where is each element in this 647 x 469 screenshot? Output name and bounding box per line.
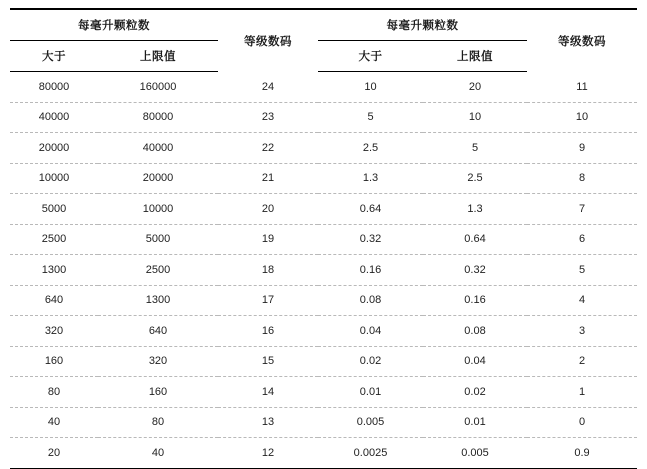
cell-grade-left: 22: [218, 133, 318, 164]
table-row: [10, 438, 637, 469]
cell-grade-right: 2: [527, 346, 637, 377]
cell-greater-left: 640: [10, 285, 98, 316]
cell-grade-right: 7: [527, 194, 637, 225]
cell-grade-right: 11: [527, 72, 637, 103]
cell-upper-right: 5: [423, 133, 527, 164]
cell-grade-left: 14: [218, 377, 318, 408]
cell-upper-right: 0.04: [423, 346, 527, 377]
cell-upper-left: 1300: [98, 285, 218, 316]
table-row: [10, 285, 637, 316]
cell-upper-right: 20: [423, 72, 527, 103]
cell-greater-left: 160: [10, 346, 98, 377]
cell-grade-right: 6: [527, 224, 637, 255]
cell-greater-left: 1300: [10, 255, 98, 286]
cell-upper-left: 40000: [98, 133, 218, 164]
cell-grade-right: 0.9: [527, 438, 637, 469]
cell-grade-left: 12: [218, 438, 318, 469]
cell-grade-left: 17: [218, 285, 318, 316]
cell-greater-right: 0.32: [318, 224, 423, 255]
cell-greater-left: 80000: [10, 72, 98, 103]
table-row: [10, 163, 637, 194]
table-row: [10, 255, 637, 286]
cell-grade-left: 24: [218, 72, 318, 103]
cell-grade-left: 19: [218, 224, 318, 255]
cell-upper-left: 80: [98, 407, 218, 438]
cell-greater-right: 0.0025: [318, 438, 423, 469]
cell-grade-right: 5: [527, 255, 637, 286]
table-row: [10, 224, 637, 255]
group-header-row: [10, 10, 637, 41]
cell-greater-left: 40000: [10, 102, 98, 133]
cell-greater-left: 10000: [10, 163, 98, 194]
cell-upper-right: 10: [423, 102, 527, 133]
cell-grade-left: 18: [218, 255, 318, 286]
cell-grade-right: 1: [527, 377, 637, 408]
cell-grade-left: 13: [218, 407, 318, 438]
cell-upper-right: 0.64: [423, 224, 527, 255]
cell-greater-right: 2.5: [318, 133, 423, 164]
cell-upper-right: 0.01: [423, 407, 527, 438]
sub-header-greater-than-right: 大于: [318, 41, 423, 72]
cell-upper-left: 160: [98, 377, 218, 408]
group-header-grade-right: 等级数码: [558, 35, 606, 48]
cell-greater-left: 40: [10, 407, 98, 438]
particle-count-grade-table: [10, 8, 637, 469]
table-row: [10, 316, 637, 347]
table-row: [10, 194, 637, 225]
cell-greater-right: 0.005: [318, 407, 423, 438]
cell-greater-left: 2500: [10, 224, 98, 255]
cell-greater-left: 20000: [10, 133, 98, 164]
cell-greater-right: 0.08: [318, 285, 423, 316]
group-header-particles-right: 每毫升颗粒数: [318, 10, 527, 41]
cell-upper-right: 0.02: [423, 377, 527, 408]
cell-upper-right: 1.3: [423, 194, 527, 225]
cell-upper-left: 5000: [98, 224, 218, 255]
cell-upper-left: 2500: [98, 255, 218, 286]
cell-grade-right: 10: [527, 102, 637, 133]
group-header-grade-left: 等级数码: [244, 35, 292, 48]
cell-greater-right: 0.04: [318, 316, 423, 347]
cell-grade-left: 21: [218, 163, 318, 194]
cell-greater-left: 5000: [10, 194, 98, 225]
cell-grade-right: 0: [527, 407, 637, 438]
cell-upper-left: 640: [98, 316, 218, 347]
cell-greater-left: 320: [10, 316, 98, 347]
cell-greater-right: 10: [318, 72, 423, 103]
cell-upper-left: 320: [98, 346, 218, 377]
cell-grade-right: 3: [527, 316, 637, 347]
cell-greater-right: 0.64: [318, 194, 423, 225]
sub-header-upper-limit-left: 上限值: [98, 41, 218, 72]
cell-upper-left: 20000: [98, 163, 218, 194]
group-header-particles-left: 每毫升颗粒数: [10, 10, 218, 41]
table-row: [10, 377, 637, 408]
sub-header-greater-than-left: 大于: [10, 41, 98, 72]
cell-upper-right: 0.32: [423, 255, 527, 286]
sub-header-upper-limit-right: 上限值: [423, 41, 527, 72]
cell-upper-left: 80000: [98, 102, 218, 133]
table-row: [10, 346, 637, 377]
cell-grade-right: 9: [527, 133, 637, 164]
cell-greater-right: 5: [318, 102, 423, 133]
table-row: [10, 72, 637, 103]
cell-upper-left: 40: [98, 438, 218, 469]
cell-grade-right: 8: [527, 163, 637, 194]
table-row: [10, 133, 637, 164]
cell-greater-left: 80: [10, 377, 98, 408]
cell-greater-right: 1.3: [318, 163, 423, 194]
cell-grade-right: 4: [527, 285, 637, 316]
cell-greater-right: 0.01: [318, 377, 423, 408]
table-row: [10, 102, 637, 133]
cell-upper-right: 0.005: [423, 438, 527, 469]
cell-greater-right: 0.02: [318, 346, 423, 377]
cell-upper-left: 10000: [98, 194, 218, 225]
cell-upper-left: 160000: [98, 72, 218, 103]
cell-upper-right: 0.08: [423, 316, 527, 347]
cell-grade-left: 16: [218, 316, 318, 347]
table-row: [10, 407, 637, 438]
cell-upper-right: 0.16: [423, 285, 527, 316]
cell-greater-right: 0.16: [318, 255, 423, 286]
cell-grade-left: 20: [218, 194, 318, 225]
cell-greater-left: 20: [10, 438, 98, 469]
cell-upper-right: 2.5: [423, 163, 527, 194]
cell-grade-left: 23: [218, 102, 318, 133]
cell-grade-left: 15: [218, 346, 318, 377]
